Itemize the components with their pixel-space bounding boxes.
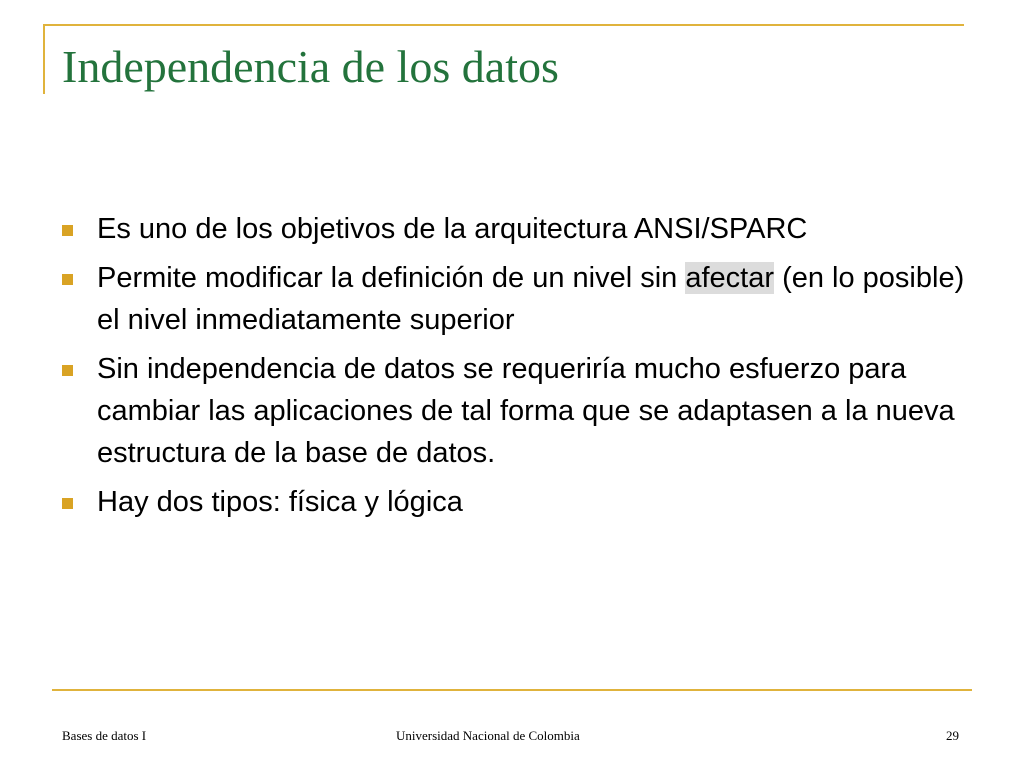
footer-institution: Universidad Nacional de Colombia xyxy=(396,728,580,743)
bullet-text-after: (en lo posible) el nivel inmediatamente superior xyxy=(97,262,965,336)
bullet-item xyxy=(60,481,990,523)
slide-title: Independencia de los datos xyxy=(62,41,559,92)
bullet-item xyxy=(60,208,990,250)
bullet-list xyxy=(60,208,990,530)
frame-top-line xyxy=(43,24,964,26)
square-bullet-icon xyxy=(62,365,73,376)
bullet-item xyxy=(60,257,990,341)
frame-left-line xyxy=(43,24,45,94)
bullet-text-before: Permite modificar la definición de un nivel sin xyxy=(97,262,686,294)
bullet-item xyxy=(60,348,990,474)
square-bullet-icon xyxy=(62,274,73,285)
bullet-text: Hay dos tipos: física y lógica xyxy=(97,486,463,518)
square-bullet-icon xyxy=(62,225,73,236)
square-bullet-icon xyxy=(62,498,73,509)
bullet-text: Es uno de los objetivos de la arquitectura ANSI/SPARC xyxy=(97,213,808,245)
highlighted-word: afectar xyxy=(685,262,775,294)
footer-course-name: Bases de datos I xyxy=(62,728,147,743)
bullet-text: Sin independencia de datos se requeriría mucho esfuerzo para cambiar las aplicaciones de tal forma que se adaptasen a la nueva estructura de la base de datos. xyxy=(97,353,955,469)
page-number: 29 xyxy=(946,728,959,743)
footer-divider xyxy=(52,689,972,691)
